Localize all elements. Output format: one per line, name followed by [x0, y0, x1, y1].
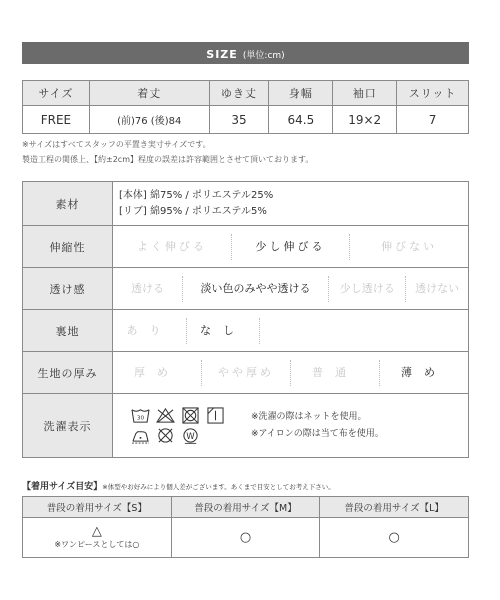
- spec-row-wash: [23, 394, 469, 458]
- svg-text:W: W: [186, 431, 195, 442]
- fit-guide-title: [22, 479, 335, 492]
- lining-options: [113, 318, 468, 344]
- wash-section: [113, 407, 468, 444]
- fit-guide-table: [22, 496, 469, 558]
- size-header-cell: 袖口: [333, 81, 397, 106]
- thickness-option: 普通: [290, 360, 379, 386]
- sheer-option: 少し透ける: [328, 276, 405, 302]
- spec-row-stretch: [23, 226, 469, 268]
- sheer-option: 透けない: [405, 276, 468, 302]
- svg-text:30: 30: [136, 415, 145, 422]
- material-line: [本体] 綿75% / ポリエステル25%: [119, 189, 274, 201]
- material-cell: [113, 182, 469, 226]
- stretch-option: 伸びない: [349, 234, 468, 260]
- lining-empty: [259, 318, 468, 344]
- stretch-option: 少し伸びる: [231, 234, 350, 260]
- thickness-option: 薄め: [379, 360, 468, 386]
- spec-label: 伸縮性: [23, 226, 113, 268]
- stretch-option: よく伸びる: [136, 239, 207, 253]
- fit-guide-note: ※体型やお好みにより個人差がございます。あくまで目安としてお考え下さい。: [102, 483, 335, 491]
- fit-mark: ○: [388, 529, 400, 545]
- size-note: ※サイズはすべてスタッフの平置き実寸サイズです。: [22, 140, 211, 149]
- size-cell: (前)76 (後)84: [89, 106, 209, 134]
- size-cell: 7: [397, 106, 469, 134]
- line-dry-shade-icon: [206, 407, 225, 424]
- wash-notes: [251, 409, 384, 443]
- size-unit: (単位:cm): [242, 51, 285, 61]
- thickness-options: [113, 360, 468, 386]
- size-note: 製造工程の関係上、【約±2cm】程度の誤差は許容範囲とさせて頂いております。: [22, 155, 314, 164]
- wash-icons: [131, 407, 239, 444]
- fit-guide-header: 普段の着用サイズ【S】: [23, 497, 172, 518]
- size-cell: FREE: [23, 106, 90, 134]
- size-table-header-row: [23, 81, 469, 106]
- size-table-row: [23, 106, 469, 134]
- stretch-options: [113, 234, 468, 260]
- sheer-option: 透ける: [130, 281, 164, 295]
- lining-option: あり: [126, 323, 173, 337]
- size-cell: 19×2: [333, 106, 397, 134]
- fit-guide-header: 普段の着用サイズ【L】: [320, 497, 469, 518]
- fit-mark: △: [91, 523, 102, 539]
- no-tumble-dry-icon: [181, 407, 200, 424]
- size-header-cell: ゆき丈: [209, 81, 269, 106]
- no-dry-clean-icon: [156, 427, 175, 444]
- spec-table: [22, 181, 469, 458]
- fit-note: ※ワンピースとしては○: [54, 539, 140, 549]
- sheer-option: 淡い色のみやや透ける: [182, 276, 328, 302]
- size-header-cell: 着丈: [89, 81, 209, 106]
- spec-row-thickness: [23, 352, 469, 394]
- fit-guide-row: [23, 518, 469, 558]
- size-header: [22, 42, 469, 64]
- sheer-options: [113, 276, 468, 302]
- spec-row-sheer: [23, 268, 469, 310]
- wash-30-icon: [131, 407, 150, 424]
- spec-label: 素材: [23, 182, 113, 226]
- fit-guide-heading: 【着用サイズ目安】: [22, 482, 103, 492]
- fit-guide-header: 普段の着用サイズ【M】: [171, 497, 320, 518]
- fit-guide-cell: [320, 518, 469, 558]
- spec-label: 透け感: [23, 268, 113, 310]
- fit-guide-header-row: [23, 497, 469, 518]
- iron-low-icon: [131, 427, 150, 444]
- wash-note: ※洗濯の際はネットを使用。: [251, 411, 367, 422]
- no-bleach-icon: [156, 407, 175, 424]
- size-header-cell: スリット: [397, 81, 469, 106]
- size-cell: 35: [209, 106, 269, 134]
- material-line: [リブ] 綿95% / ポリエステル5%: [119, 205, 267, 217]
- size-header-cell: 身幅: [269, 81, 333, 106]
- size-title: SIZE: [206, 48, 238, 61]
- fit-mark: ○: [239, 529, 252, 545]
- spec-row-material: [23, 182, 469, 226]
- size-header-cell: サイズ: [23, 81, 90, 106]
- thickness-option: 厚め: [134, 365, 180, 379]
- spec-label: 洗濯表示: [23, 394, 113, 458]
- wet-clean-icon: [181, 427, 200, 444]
- fit-guide-cell: [171, 518, 320, 558]
- thickness-option: やや厚め: [201, 360, 290, 386]
- size-cell: 64.5: [269, 106, 333, 134]
- size-table: [22, 80, 469, 134]
- lining-option: なし: [186, 318, 259, 344]
- fit-guide-cell: [23, 518, 172, 558]
- spec-row-lining: [23, 310, 469, 352]
- spec-label: 裏地: [23, 310, 113, 352]
- spec-label: 生地の厚み: [23, 352, 113, 394]
- wash-note: ※アイロンの際は当て布を使用。: [251, 428, 384, 439]
